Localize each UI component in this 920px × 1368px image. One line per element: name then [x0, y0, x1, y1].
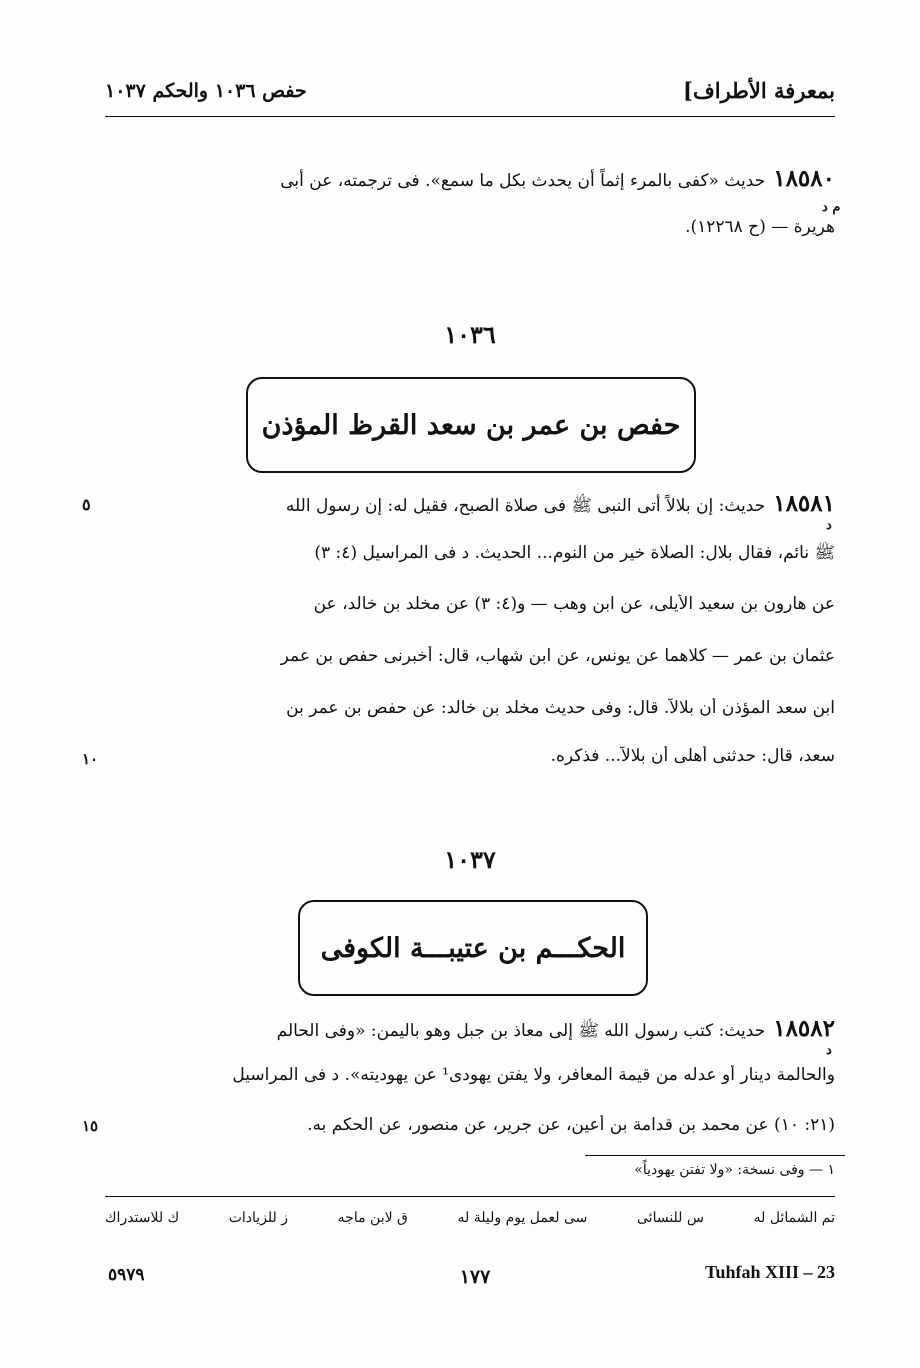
abbreviation-item: س للنسائى	[637, 1210, 704, 1226]
entry-text: ﷺ نائم، فقال بلال: الصلاة خير من النوم... الحديث. د فى المراسيل (٤: ٣)	[314, 543, 835, 563]
entry-number: ١٨٥٨١	[773, 490, 835, 517]
page-number: ١٧٧	[459, 1266, 491, 1288]
abbreviation-item: سى لعمل يوم وليلة له	[457, 1210, 588, 1226]
entry-text: والحالمة دينار أو عدله من قيمة المعافر، ولا يفتن يهودى¹ عن يهوديته». د فى المراسيل	[232, 1065, 835, 1085]
section-title: الحكـــم بن عتيبـــة الكوفى	[320, 932, 626, 964]
abbreviation-rule	[105, 1196, 835, 1197]
entry-text: عن هارون بن سعيد الأيلى، عن ابن وهب — و(٤: ٣) عن مخلد بن خالد، عن	[313, 594, 835, 614]
entry-text: حديث «كفى بالمرء إثماً أن يحدث بكل ما سمع». فى ترجمته، عن أبى	[280, 171, 766, 191]
abbreviation-item: ق لابن ماجه	[337, 1210, 408, 1226]
entry-number: ١٨٥٨٠	[773, 165, 835, 192]
section-number: ١٠٣٧	[444, 845, 496, 874]
entry-line	[105, 698, 835, 718]
entry-line	[105, 1015, 835, 1045]
header-right-text: بمعرفة الأطراف]	[683, 78, 835, 103]
footer-left-number: ٥٩٧٩	[108, 1265, 145, 1285]
entry-line	[105, 1115, 835, 1135]
entry-line	[105, 165, 835, 192]
entry-line	[105, 594, 835, 614]
entry-text: (٢١: ١٠) عن محمد بن قدامة بن أعين، عن جرير، عن منصور، عن الحكم به.	[307, 1115, 835, 1135]
signature-mark: Tuhfah XIII – 23	[705, 1262, 835, 1282]
entry-line	[105, 646, 835, 666]
running-header	[105, 70, 835, 117]
abbreviation-item: ك للاستدراك	[105, 1210, 180, 1226]
section-number: ١٠٣٦	[444, 320, 496, 349]
section-title: حفص بن عمر بن سعد القرظ المؤذن	[261, 409, 681, 441]
section-title-box	[298, 900, 648, 996]
entry-text: هريرة — (ح ١٢٢٦٨).	[685, 217, 835, 237]
entry-text: ابن سعد المؤذن أن بلالاً. قال: وفى حديث مخلد بن خالد: عن حفص بن عمر بن	[286, 698, 835, 718]
entry-line	[105, 542, 835, 567]
footnote-rule	[585, 1155, 845, 1156]
entry-text: حديث: كتب رسول الله ﷺ إلى معاذ بن جبل وهو باليمن: «وفى الحالم	[276, 1021, 766, 1041]
entry-text: سعد، قال: حدثنى أهلى أن بلالاً... فذكره.	[550, 746, 835, 766]
entry-line	[105, 746, 835, 766]
entry-siglum: د	[826, 1043, 832, 1058]
entry-line	[105, 490, 835, 520]
abbreviation-item: تم الشمائل له	[753, 1210, 835, 1226]
entry-text: حديث: إن بلالاً أتى النبى ﷺ فى صلاة الصبح، فقيل له: إن رسول الله	[285, 496, 766, 516]
entry-text: عثمان بن عمر — كلاهما عن يونس، عن ابن شهاب، قال: أخبرنى حفص بن عمر	[280, 646, 835, 666]
abbreviation-key	[105, 1210, 835, 1226]
abbreviation-item: ز للزيادات	[228, 1210, 289, 1226]
line-number: ١٥	[82, 1117, 99, 1135]
header-left-text: حفص ١٠٣٦ والحكم ١٠٣٧	[105, 80, 307, 102]
entry-line	[105, 1065, 835, 1085]
entry-18582	[105, 1015, 835, 1145]
section-title-box	[246, 377, 696, 473]
margin-mark: ٥	[82, 495, 91, 514]
entry-18580	[105, 165, 835, 255]
footnote: ١ — وفى نسخة: «ولا تفتن يهودياً»	[634, 1162, 835, 1178]
entry-18581	[105, 490, 835, 780]
entry-number: ١٨٥٨٢	[773, 1015, 835, 1042]
entry-line	[105, 217, 835, 237]
entry-siglum: م د	[822, 200, 841, 215]
entry-siglum: د	[826, 518, 832, 533]
line-number: ١٠	[82, 750, 99, 768]
